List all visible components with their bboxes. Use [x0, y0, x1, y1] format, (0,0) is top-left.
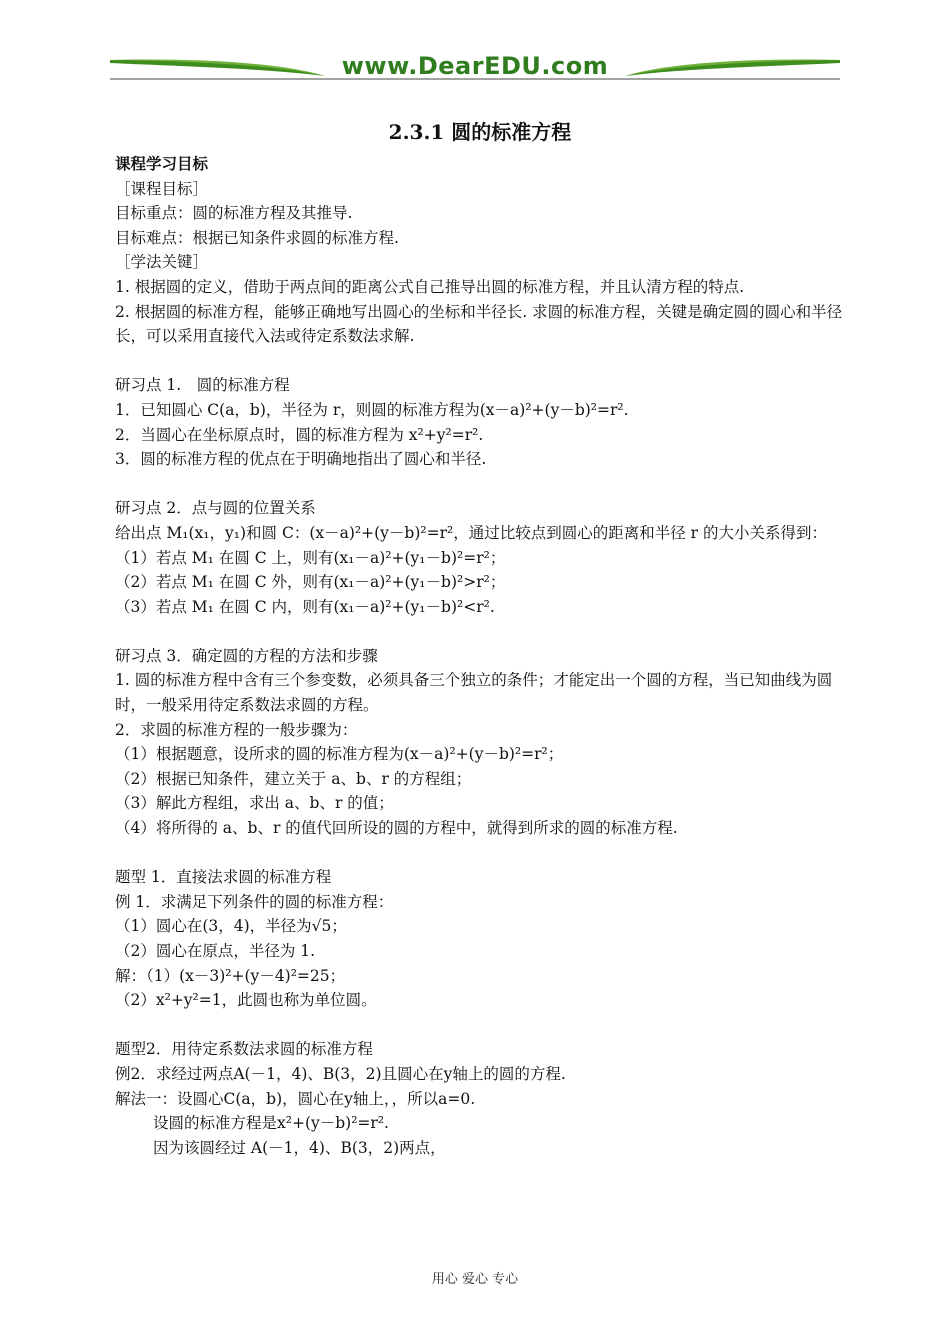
spacer: [115, 472, 845, 497]
section-heading: 研习点 2．点与圆的位置关系: [115, 499, 316, 518]
text-line: 1．已知圆心 C(a，b)，半径为 r，则圆的标准方程为(x－a)²+(y－b)²=r².: [115, 400, 629, 419]
paragraph: 2. 根据圆的标准方程，能够正确地写出圆心的坐标和半径长. 求圆的标准方程，关键是确定圆的圆心和半径长，可以采用直接代入法或待定系数法求解.: [115, 302, 843, 346]
text-line: （2）根据已知条件，建立关于 a、b、r 的方程组；: [115, 769, 472, 788]
paragraph: 1. 圆的标准方程中含有三个参变数，必须具备三个独立的条件；才能定出一个圆的方程，当已知曲线为圆时，一般采用待定系数法求圆的方程。: [115, 671, 833, 715]
section-heading: 题型 1．直接法求圆的标准方程: [115, 868, 332, 887]
text-line: 目标难点：根据已知条件求圆的标准方程.: [115, 228, 399, 247]
text-line: 例 1．求满足下列条件的圆的标准方程：: [115, 892, 394, 911]
spacer: [115, 619, 845, 644]
text-line: （3）若点 M₁ 在圆 C 内，则有(x₁－a)²+(y₁－b)²<r².: [115, 597, 495, 616]
text-line: （1）根据题意，设所求的圆的标准方程为(x－a)²+(y－b)²=r²；: [115, 745, 564, 764]
section-heading: 研习点 3．确定圆的方程的方法和步骤: [115, 646, 378, 665]
spacer: [115, 349, 845, 374]
page-title: 2.3.1 圆的标准方程: [388, 120, 572, 144]
text-line: ［课程目标］: [115, 179, 209, 198]
site-header-banner: [110, 48, 840, 88]
text-line: 3．圆的标准方程的优点在于明确地指出了圆心和半径.: [115, 450, 487, 469]
site-logo-text: www.DearEDU.com: [341, 52, 609, 80]
text-line: （4）将所得的 a、b、r 的值代回所设的圆的方程中，就得到所求的圆的标准方程.: [115, 819, 678, 838]
section-heading: 研习点 1. 圆的标准方程: [115, 376, 290, 395]
text-line: （2）x²+y²=1，此圆也称为单位圆。: [115, 991, 377, 1010]
text-line: （2）若点 M₁ 在圆 C 外，则有(x₁－a)²+(y₁－b)²>r²；: [115, 573, 506, 592]
text-line: 设圆的标准方程是x²+(y－b)²=r².: [153, 1114, 389, 1133]
spacer: [115, 841, 845, 866]
text-line: 2．当圆心在坐标原点时，圆的标准方程为 x²+y²=r².: [115, 425, 484, 444]
text-line: ［学法关键］: [115, 253, 209, 272]
text-line: （2）圆心在原点，半径为 1.: [115, 942, 316, 960]
text-line: 例2．求经过两点A(－1，4)、B(3，2)且圆心在y轴上的圆的方程.: [115, 1064, 566, 1083]
text-line: 解法一：设圆心C(a，b)，圆心在y轴上，，所以a=0.: [115, 1089, 476, 1108]
text-line: （3）解此方程组，求出 a、b、r 的值；: [115, 794, 394, 813]
document-body: [115, 112, 845, 1160]
text-line: （1）若点 M₁ 在圆 C 上，则有(x₁－a)²+(y₁－b)²=r²；: [115, 548, 506, 567]
text-line: （1）圆心在(3，4)，半径为√5；: [115, 917, 347, 936]
paragraph: 给出点 M₁(x₁，y₁)和圆 C：(x－a)²+(y－b)²=r²，通过比较点到圆心的距离和半径 r 的大小关系得到：: [115, 523, 827, 542]
text-line: 2．求圆的标准方程的一般步骤为：: [115, 720, 358, 739]
text-line: 解：（1）(x－3)²+(y－4)²=25；: [115, 966, 346, 985]
page-footer: 用心 爱心 专心: [431, 1272, 519, 1287]
text-line: 因为该圆经过 A(－1，4)、B(3，2)两点，: [153, 1138, 446, 1157]
paragraph: 1. 根据圆的定义，借助于两点间的距离公式自己推导出圆的标准方程，并且认清方程的特点.: [115, 277, 745, 296]
text-line: 目标重点：圆的标准方程及其推导.: [115, 204, 353, 223]
section-heading: 题型2．用待定系数法求圆的标准方程: [115, 1040, 373, 1059]
spacer: [115, 1013, 845, 1038]
section-heading: 课程学习目标: [115, 154, 209, 173]
